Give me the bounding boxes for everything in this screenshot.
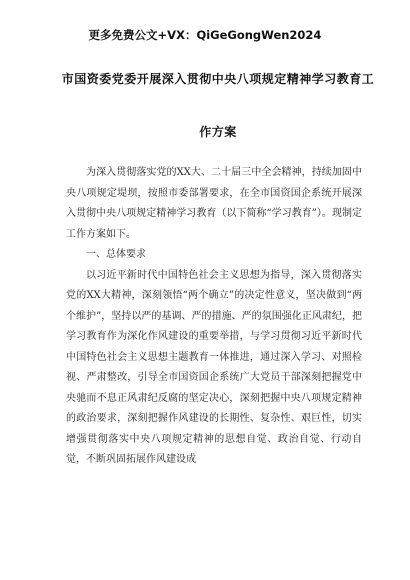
document-body (66, 163, 362, 471)
document-title-line1: 市国资委党委开展深入贯彻中央八项规定精神学习教育工 (61, 72, 375, 86)
document-title-line2: 作方案 (199, 125, 237, 139)
requirements-paragraph: 以习近平新时代中国特色社会主义思想为指导，深入贯彻落实党的XX大精神，深刻领悟“两个确立”的决定性意义，坚决做到“两个维护”，坚持以严的基调、严的措施、严的氛围强化正风肃纪，把学习教育作为深化作风建设的重要举措，与学习贯彻习近平新时代中国特色社会主义思想主题教育一体推进，通过深入学习、对照检视、严肃整改，引导全市国资国企系统广大党员干部深刻把握党中央驰而不息正风肃纪反腐的坚定决心，深刻把握中央八项规定精神的政治要求，深刻把握作风建设的长期性、复杂性、艰巨性，切实增强贯彻落实中央八项规定精神的思想自觉、政治自觉、行动自觉，不断巩固拓展作风建设成 (66, 269, 362, 465)
section-heading: 一、总体要求 (86, 249, 146, 260)
intro-paragraph: 为深入贯彻落实党的XX大、二十届三中全会精神，持续加固中央八项规定堤坝，按照市委部署要求，在全市国资国企系统开展深入贯彻中央八项规定精神学习教育（以下简称“学习教育”）。现制定工作方案如下。 (66, 167, 362, 240)
promo-line: 更多免费公文+VX：QiGeGongWen2024 (88, 28, 322, 42)
